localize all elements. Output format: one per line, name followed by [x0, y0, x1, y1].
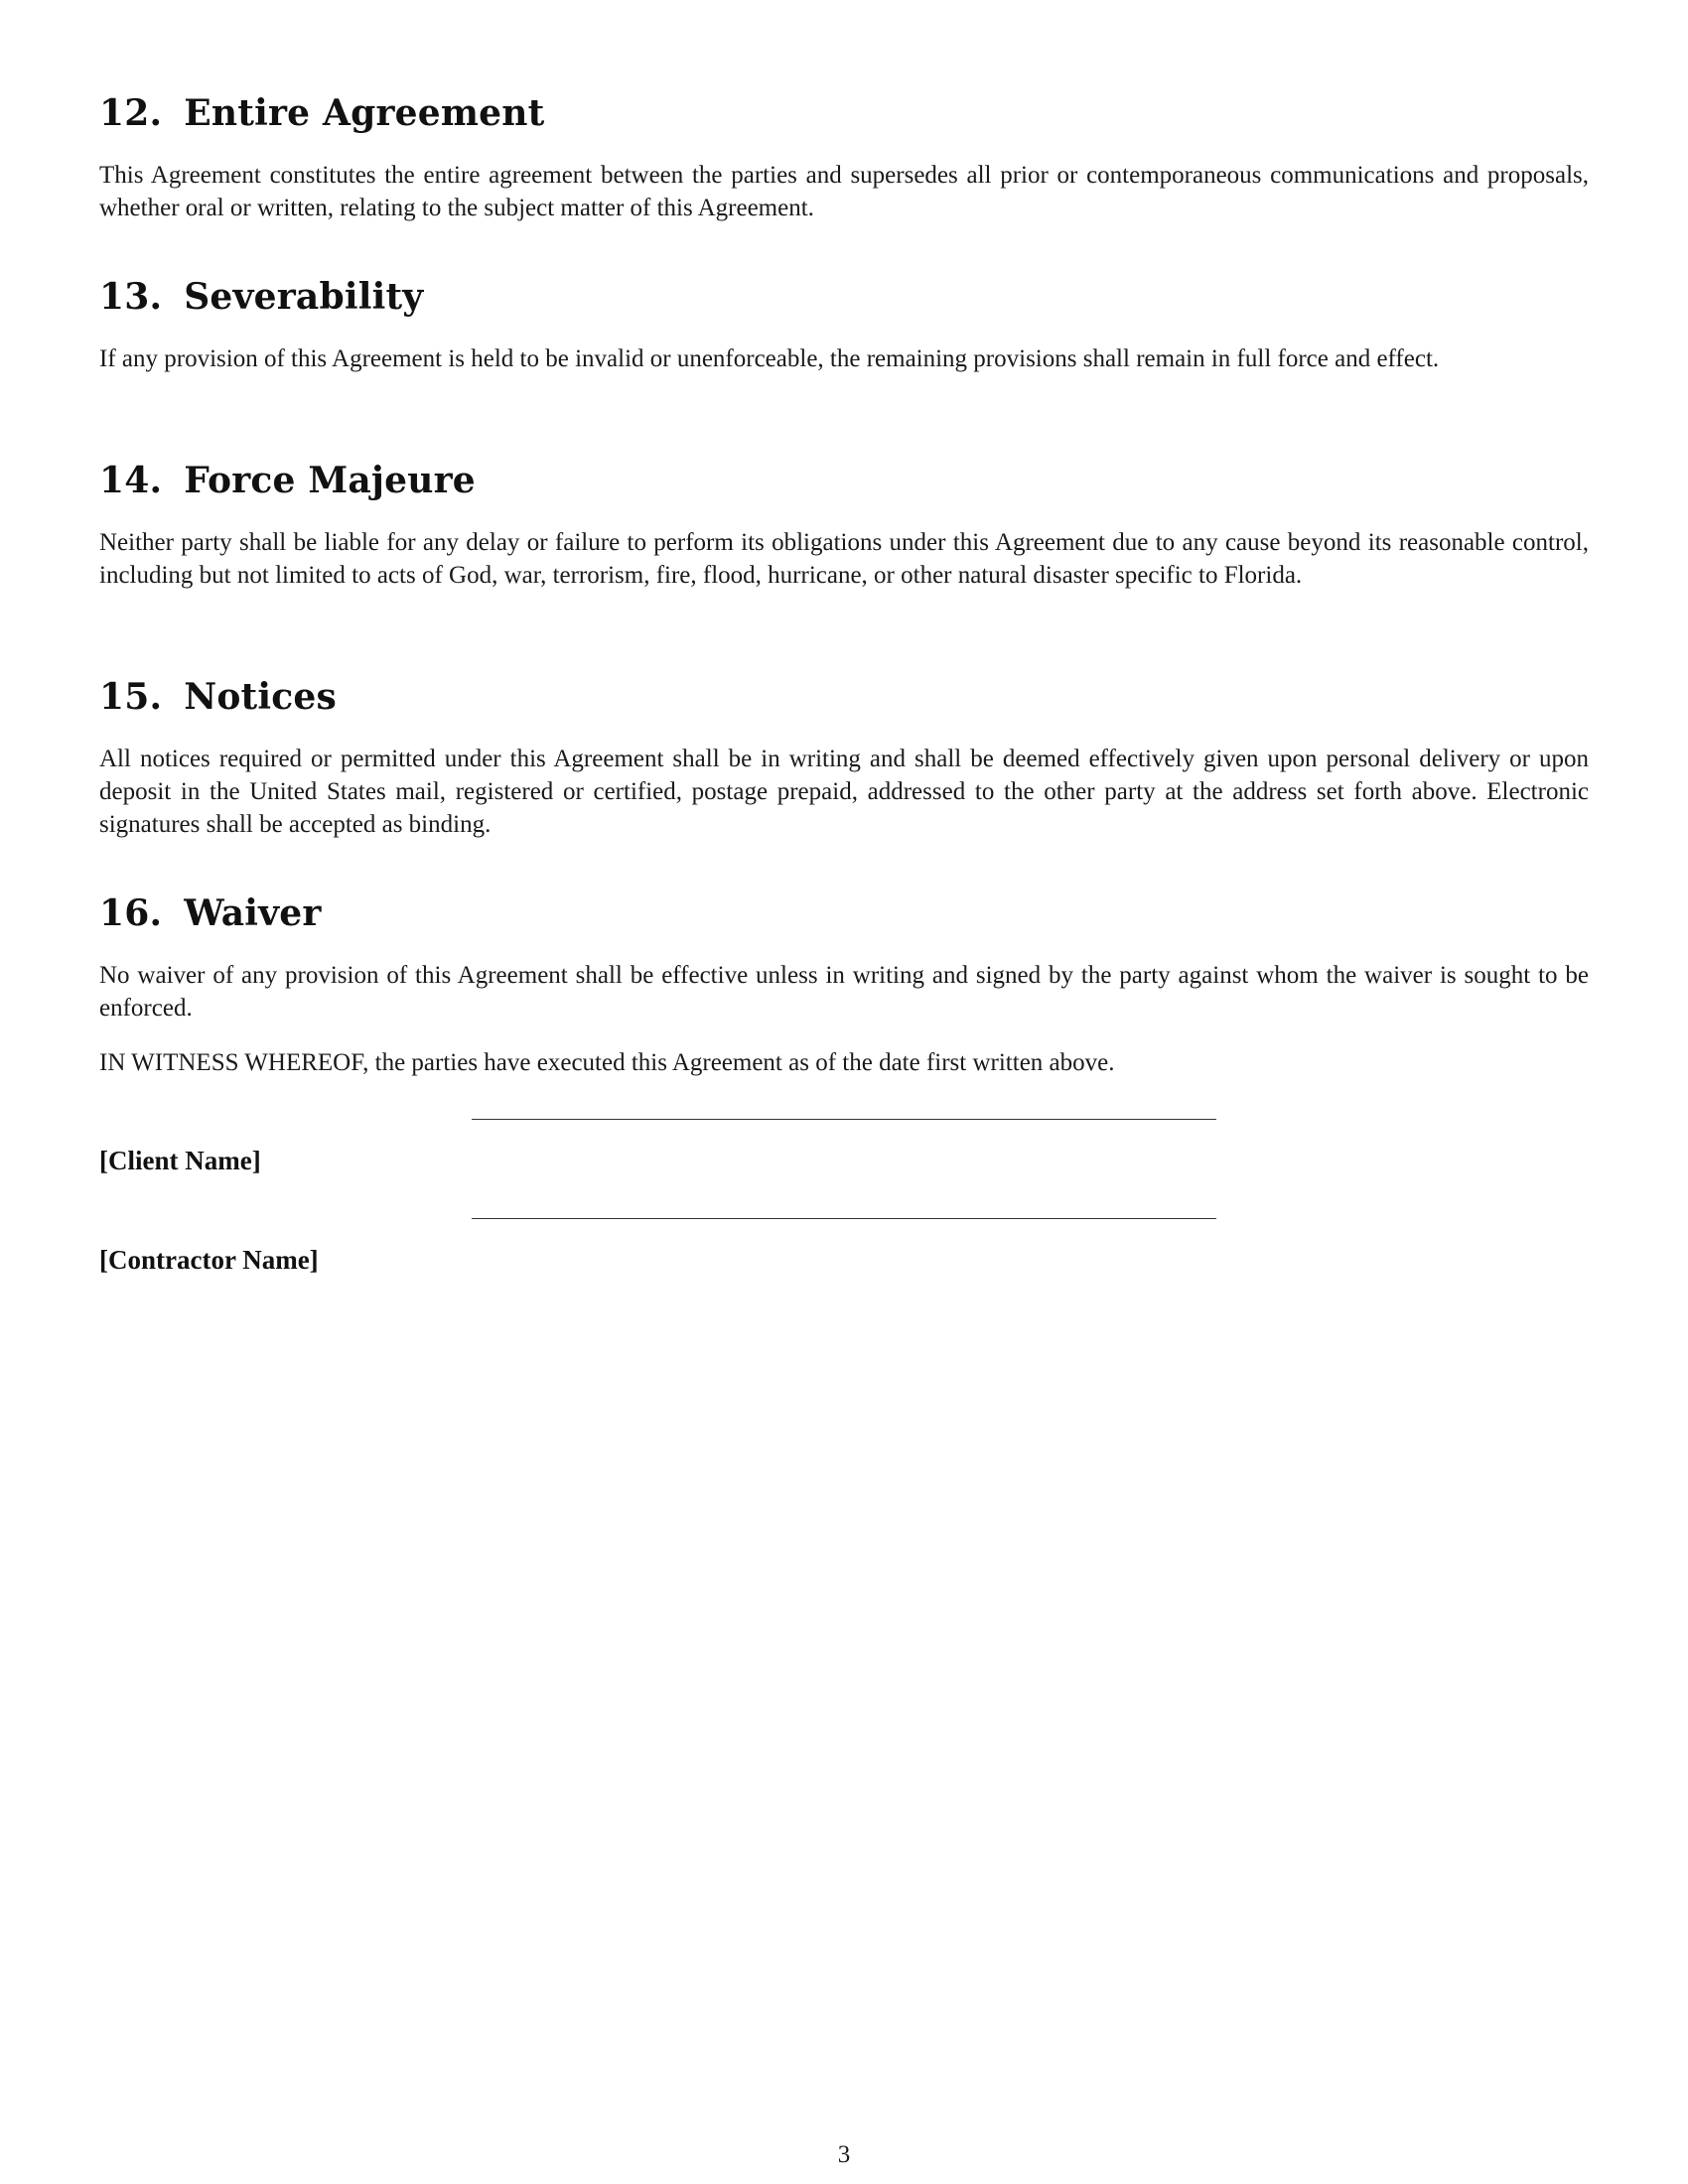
witness-statement: IN WITNESS WHEREOF, the parties have executed this Agreement as of the date first written above.: [99, 1049, 1115, 1076]
section-title: Entire Agreement: [184, 92, 545, 134]
section-title: Notices: [184, 676, 337, 718]
page-number: 3: [837, 2141, 851, 2168]
section-body: If any provision of this Agreement is held to be invalid or unenforceable, the remaining provisions shall remain in full force and effect.: [99, 345, 1440, 372]
section-entire-agreement: [99, 91, 1589, 224]
section-body: This Agreement constitutes the entire agreement between the parties and supersedes all prior or contemporaneous communications and proposals, whether oral or written, relating to the subject matter of this Agreement.: [99, 162, 1589, 221]
section-title: Force Majeure: [184, 460, 476, 501]
section-body: No waiver of any provision of this Agreement shall be effective unless in writing and signed by the party against whom the waiver is sought to be enforced.: [99, 962, 1589, 1022]
section-body: Neither party shall be liable for any delay or failure to perform its obligations under this Agreement due to any cause beyond its reasonable control, including but not limited to acts of God, war, terrorism, fire, flood, hurricane, or other natural disaster specific to Florida.: [99, 529, 1589, 589]
section-force-majeure: [99, 459, 1589, 592]
section-heading: [99, 275, 1589, 319]
contractor-name-label: [Contractor Name]: [99, 1245, 319, 1275]
section-number: 16.: [99, 892, 163, 934]
section-number: 15.: [99, 676, 163, 718]
section-heading: [99, 675, 1589, 719]
section-heading: [99, 891, 1589, 935]
section-number: 14.: [99, 460, 163, 501]
client-signature-line: [472, 1119, 1216, 1120]
section-number: 12.: [99, 92, 163, 134]
contractor-signature-line: [472, 1218, 1216, 1219]
section-number: 13.: [99, 276, 163, 318]
section-heading: [99, 459, 1589, 502]
section-heading: [99, 91, 1589, 135]
section-body: All notices required or permitted under this Agreement shall be in writing and shall be deemed effectively given upon personal delivery or upon deposit in the United States mail, registered or certified, postage prepaid, addressed to the other party at the address set forth above. Electronic signatures shall be accepted as binding.: [99, 746, 1589, 838]
section-title: Severability: [184, 276, 424, 318]
section-notices: [99, 675, 1589, 841]
client-name-label: [Client Name]: [99, 1146, 261, 1175]
section-title: Waiver: [184, 892, 322, 934]
section-severability: [99, 275, 1589, 375]
section-waiver: [99, 891, 1589, 1024]
document-page: [99, 0, 1589, 2184]
